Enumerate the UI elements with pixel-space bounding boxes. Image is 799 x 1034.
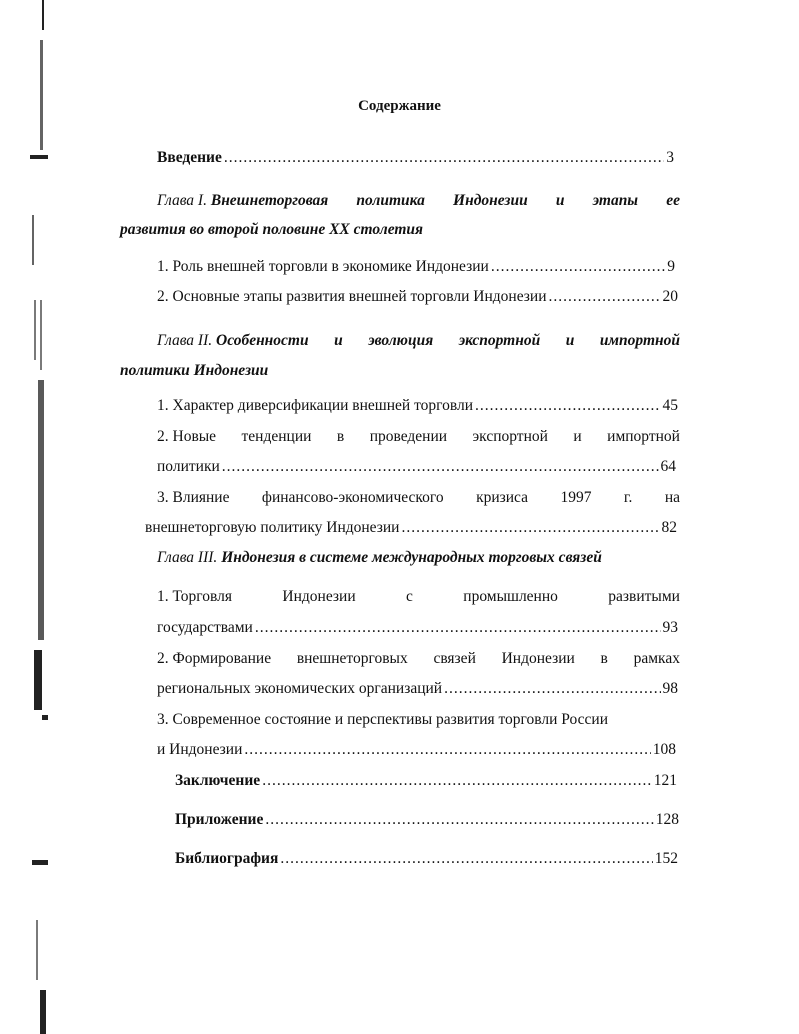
toc-page-number: 82 <box>661 519 677 536</box>
toc-entry-appendix[interactable] <box>175 810 679 830</box>
toc-entry-ch3-s1-line-2[interactable] <box>157 618 678 638</box>
toc-leader-dots <box>255 618 661 638</box>
toc-entry-bibliography[interactable] <box>175 849 678 869</box>
toc-page-number: 128 <box>655 811 679 828</box>
toc-entry-label: 2. Основные этапы развития внешней торговли Индонезии <box>157 288 547 305</box>
toc-entry-ch3-s3-line-1[interactable]: 3. Современное состояние и перспективы развития торговли России <box>157 711 609 728</box>
toc-entry-label: 1. Роль внешней торговли в экономике Индонезии <box>157 258 489 275</box>
toc-entry-label: Приложение <box>175 811 264 828</box>
toc-entry-ch2-s2-line-2[interactable] <box>157 457 676 477</box>
toc-page-number: 121 <box>653 772 677 789</box>
toc-page-number: 3 <box>666 149 674 166</box>
toc-entry-label: и Индонезии <box>157 741 243 758</box>
toc-entry-ch2-s2-line-1[interactable]: 2. Новые тенденции в проведении экспортной и импортной <box>157 428 680 445</box>
toc-page-number: 9 <box>667 258 675 275</box>
toc-leader-dots <box>224 148 664 168</box>
toc-page-number: 64 <box>660 458 676 475</box>
toc-entry-label: Библиография <box>175 850 279 867</box>
toc-leader-dots <box>265 810 653 830</box>
toc-entry-ch3-s2-line-1[interactable]: 2. Формирование внешнеторговых связей Индонезии в рамках <box>157 650 680 667</box>
toc-leader-dots <box>244 740 650 760</box>
chapter-2-heading-line-1: Глава II. Особенности и эволюция экспортной и импортной <box>157 332 680 349</box>
toc-page-number: 20 <box>662 288 678 305</box>
toc-entry-ch2-s3-line-2[interactable] <box>145 518 677 538</box>
toc-leader-dots <box>549 287 661 307</box>
toc-entry-ch1-s2[interactable] <box>157 287 678 307</box>
toc-leader-dots <box>401 518 659 538</box>
toc-leader-dots <box>475 396 660 416</box>
chapter-1-heading-line-2: развития во второй половине XX столетия <box>120 221 424 238</box>
toc-entry-ch2-s1[interactable] <box>157 396 678 416</box>
chapter-2-prefix: Глава II. <box>157 332 213 349</box>
toc-leader-dots <box>262 771 652 791</box>
chapter-3-heading: Глава III. Индонезия в системе международных торговых связей <box>157 549 602 566</box>
toc-entry-label: 1. Характер диверсификации внешней торговли <box>157 397 474 414</box>
toc-entry-label: политики <box>157 458 220 475</box>
toc-page-number: 108 <box>652 741 676 758</box>
toc-entry-ch3-s1-line-1[interactable]: 1. Торговля Индонезии с промышленно развитыми <box>157 588 680 605</box>
toc-entry-ch2-s3-line-1[interactable]: 3. Влияние финансово-экономического кризиса 1997 г. на <box>157 489 680 506</box>
toc-page-number: 152 <box>654 850 678 867</box>
chapter-2-heading-line-2: политики Индонезии <box>120 362 269 379</box>
toc-entry-intro[interactable] <box>157 148 674 168</box>
toc-entry-conclusion[interactable] <box>175 771 677 791</box>
scan-edge-artifact <box>28 0 58 1034</box>
page-title: Содержание <box>358 98 441 114</box>
toc-entry-label: Заключение <box>175 772 261 789</box>
toc-page-number: 93 <box>662 619 678 636</box>
toc-page-number: 98 <box>662 680 678 697</box>
toc-entry-label: Введение <box>157 149 222 166</box>
toc-entry-label: региональных экономических организаций <box>157 680 443 697</box>
toc-page-number: 45 <box>662 397 678 414</box>
toc-entry-ch1-s1[interactable] <box>157 257 675 277</box>
toc-entry-label: государствами <box>157 619 253 636</box>
chapter-3-prefix: Глава III. <box>157 549 218 566</box>
toc-leader-dots <box>280 849 652 869</box>
chapter-1-heading-line-1: Глава I. Внешнеторговая политика Индонезии и этапы ее <box>157 192 680 209</box>
toc-leader-dots <box>444 679 660 699</box>
toc-leader-dots <box>222 457 659 477</box>
toc-entry-label: внешнеторговую политику Индонезии <box>145 519 400 536</box>
toc-entry-ch3-s3-line-2[interactable] <box>157 740 676 760</box>
toc-leader-dots <box>491 257 665 277</box>
toc-entry-ch3-s2-line-2[interactable] <box>157 679 678 699</box>
chapter-1-prefix: Глава I. <box>157 192 207 209</box>
